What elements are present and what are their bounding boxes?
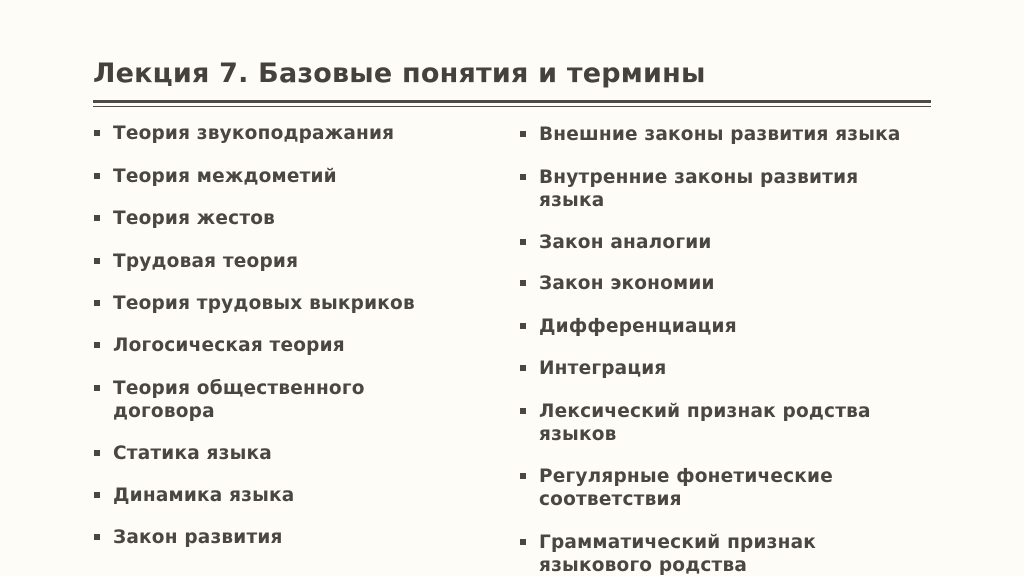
list-item-text: Трудовая теория: [113, 251, 299, 272]
list-item: [520, 231, 960, 254]
bullet-icon: [520, 280, 526, 286]
list-item-text: Теория звукоподражания: [113, 123, 395, 144]
bullet-icon: [94, 492, 100, 498]
list-item-text: Теория междометий: [113, 166, 337, 187]
bullet-icon: [94, 300, 100, 306]
list-item: [520, 465, 894, 511]
list-item-text: Закон экономии: [539, 273, 715, 294]
list-item-text: Закон развития: [113, 527, 283, 548]
bullet-icon: [520, 408, 526, 414]
list-item: [520, 357, 960, 380]
bullet-icon: [94, 258, 100, 264]
list-item-text: Теория общественного договора: [113, 378, 365, 422]
list-item: [520, 123, 960, 146]
bullet-icon: [520, 365, 526, 371]
title-divider-thick: [93, 100, 931, 103]
bullet-icon: [94, 534, 100, 540]
list-item: [94, 377, 423, 423]
list-item: [94, 292, 494, 315]
list-item: [94, 334, 494, 357]
list-item: [520, 166, 919, 212]
list-item-text: Внешние законы развития языка: [539, 124, 901, 145]
bullet-icon: [520, 131, 526, 137]
bullet-icon: [520, 473, 526, 479]
list-item-text: Грамматический признак языкового родства: [539, 532, 817, 576]
bullet-icon: [94, 450, 100, 456]
bullet-icon: [520, 174, 526, 180]
list-item-text: Дифференциация: [539, 316, 737, 337]
list-item: [94, 122, 494, 145]
list-item-text: Лексический признак родства языков: [539, 401, 871, 445]
title-divider-thin: [93, 106, 931, 107]
list-item-text: Регулярные фонетические соответствия: [539, 466, 833, 510]
list-item: [94, 484, 494, 507]
slide-title: Лекция 7. Базовые понятия и термины: [93, 58, 706, 89]
bullet-icon: [94, 215, 100, 221]
list-item: [520, 400, 919, 446]
bullet-icon: [520, 239, 526, 245]
list-item: [94, 442, 494, 465]
list-item: [520, 315, 960, 338]
list-item: [94, 207, 494, 230]
list-item-text: Внутренние законы развития языка: [539, 167, 859, 211]
list-item: [94, 526, 494, 549]
list-item: [520, 272, 960, 295]
bullet-icon: [520, 539, 526, 545]
bullet-icon: [94, 342, 100, 348]
bullet-icon: [94, 130, 100, 136]
list-item: [520, 531, 884, 576]
list-item-text: Логосическая теория: [113, 335, 345, 356]
list-item-text: Статика языка: [113, 443, 272, 464]
list-item-text: Закон аналогии: [539, 232, 712, 253]
bullet-icon: [94, 173, 100, 179]
bullet-icon: [520, 323, 526, 329]
list-item-text: Динамика языка: [113, 485, 295, 506]
list-item: [94, 250, 494, 273]
list-item-text: Интеграция: [539, 358, 667, 379]
bullet-icon: [94, 385, 100, 391]
list-item-text: Теория трудовых выкриков: [113, 293, 415, 314]
list-item: [94, 165, 494, 188]
list-item-text: Теория жестов: [113, 208, 276, 229]
